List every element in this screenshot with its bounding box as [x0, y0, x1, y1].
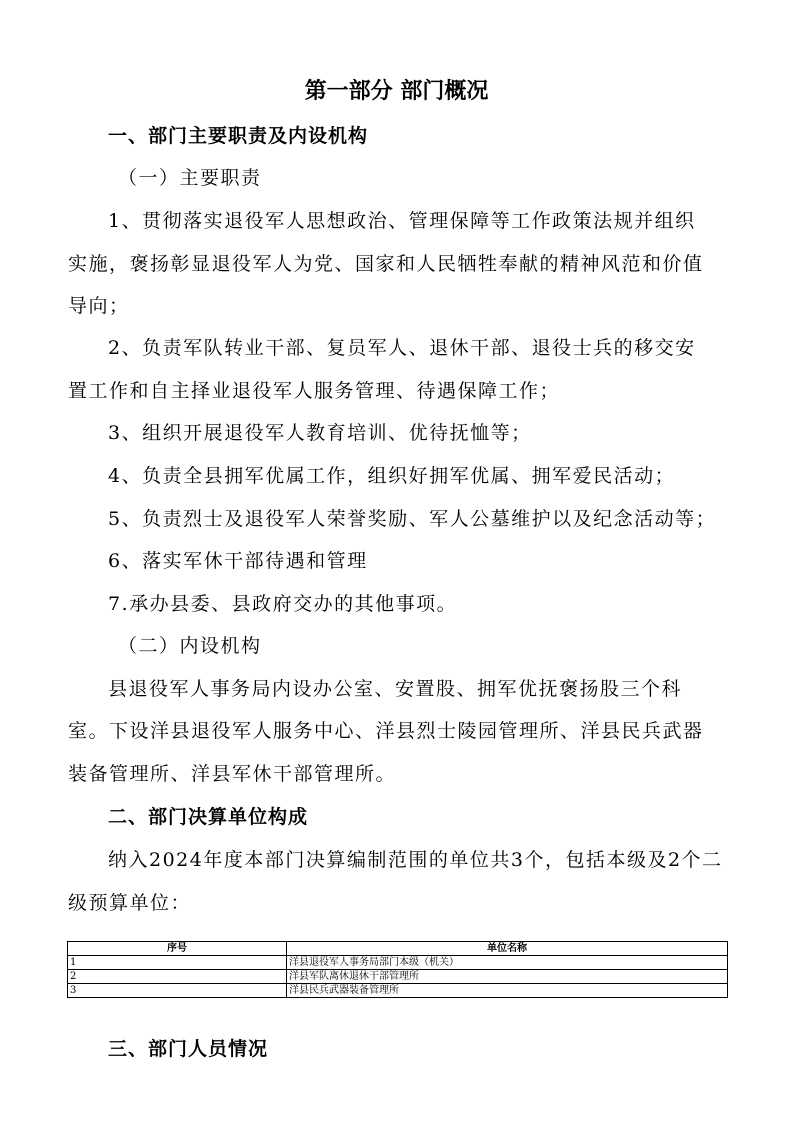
- duty-item-7: 7.承办县委、县政府交办的其他事项。: [108, 593, 458, 615]
- cell-seq: 2: [68, 970, 287, 984]
- duty-item-1-line2: 实施，褒扬彰显退役军人为党、国家和人民牺牲奉献的精神风范和价值: [68, 253, 704, 275]
- section2-heading: 二、部门决算单位构成: [108, 806, 309, 828]
- org-text-line1: 县退役军人事务局内设办公室、安置股、拥军优抚褒扬股三个科: [108, 678, 683, 700]
- cell-unit-name: 洋县退役军人事务局部门本级（机关）: [287, 956, 728, 970]
- cell-seq: 3: [68, 984, 287, 998]
- units-table: [67, 941, 728, 998]
- duty-item-1-line1: 1、贯彻落实退役军人思想政治、管理保障等工作政策法规并组织: [108, 210, 696, 232]
- duty-item-2-line2: 置工作和自主择业退役军人服务管理、待遇保障工作；: [68, 380, 561, 402]
- duty-item-1-line3: 导向；: [68, 295, 130, 317]
- cell-unit-name: 洋县民兵武器装备管理所: [287, 984, 728, 998]
- duty-item-4: 4、负责全县拥军优属工作，组织好拥军优属、拥军爱民活动；: [108, 465, 676, 487]
- units-text-line1: 纳入2024年度本部门决算编制范围的单位共3个，包括本级及2个二: [108, 849, 723, 871]
- table-row: [68, 984, 728, 998]
- duty-item-6: 6、落实军休干部待遇和管理: [108, 550, 368, 572]
- header-seq: 序号: [68, 942, 287, 956]
- units-text-line2: 级预算单位：: [68, 892, 192, 914]
- org-text-line3: 装备管理所、洋县军休干部管理所。: [68, 763, 397, 785]
- duty-item-5: 5、负责烈士及退役军人荣誉奖励、军人公墓维护以及纪念活动等；: [108, 508, 717, 530]
- table-header-row: [68, 942, 728, 956]
- cell-unit-name: 洋县军队离休退休干部管理所: [287, 970, 728, 984]
- duty-item-2-line1: 2、负责军队转业干部、复员军人、退休干部、退役士兵的移交安: [108, 337, 696, 359]
- subsection-main-duties: （一）主要职责: [118, 167, 262, 189]
- org-text-line2: 室。下设洋县退役军人服务中心、洋县烈士陵园管理所、洋县民兵武器: [68, 720, 704, 742]
- header-unit-name: 单位名称: [287, 942, 728, 956]
- section1-heading: 一、部门主要职责及内设机构: [108, 125, 369, 147]
- page-title: 第一部分 部门概况: [304, 79, 489, 104]
- duty-item-3: 3、组织开展退役军人教育培训、优待抚恤等；: [108, 422, 532, 444]
- table-row: [68, 956, 728, 970]
- section3-heading: 三、部门人员情况: [108, 1038, 269, 1060]
- cell-seq: 1: [68, 956, 287, 970]
- table-row: [68, 970, 728, 984]
- subsection-internal-orgs: （二）内设机构: [118, 635, 262, 657]
